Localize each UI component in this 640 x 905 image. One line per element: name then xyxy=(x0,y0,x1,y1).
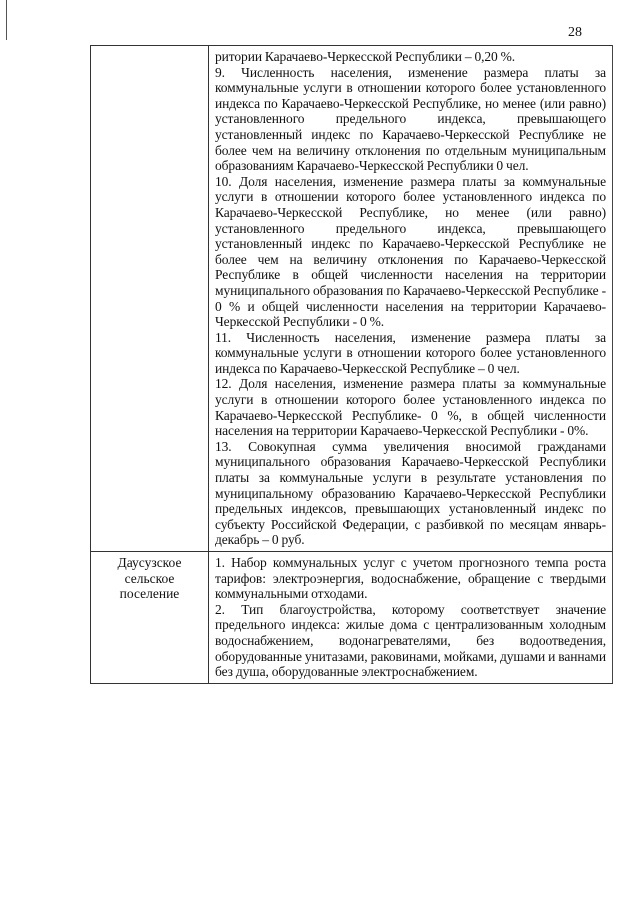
table-row-dausuzskoe xyxy=(91,552,613,684)
page-number: 28 xyxy=(568,25,582,40)
scan-edge-line xyxy=(6,0,7,40)
indicators-table xyxy=(90,45,613,684)
table-row-continuation xyxy=(91,46,613,552)
indicator-item-9: 9. Численность населения, изменение размера платы за коммунальные услуги в отношении которого более установленного индекса по Карачаево-Черкесской Республике, но менее (или равно) установленного предельного индекса, превышающего установленный индекс по Карачаево-Черкесской Республике не более чем на величину отклонения по отдельным муниципальным образованиям Карачаево-Черкесской Республики 0 чел. xyxy=(215,64,606,174)
municipality-name-line-1: Даусузское xyxy=(117,555,182,570)
indicator-item-11: 11. Численность населения, изменение размера платы за коммунальные услуги в отношении которого более установленного индекса по Карачаево-Черкесской Республике – 0 чел. xyxy=(215,329,606,376)
indicators-cell xyxy=(209,552,613,684)
indicator-continuation-text: ритории Карачаево-Черкесской Республики – 0,20 %. xyxy=(215,49,516,64)
indicators-cell xyxy=(209,46,613,552)
indicator-item-2: 2. Тип благоустройства, которому соответствует значение предельного индекса: жилые дома с централизованным холодным водоснабжением, водонагревателями, без водоотведения, оборудованные унитазами, раковинами, мойками, душами и ваннами без душа, оборудованные электроснабжением. xyxy=(215,601,606,680)
indicator-item-10: 10. Доля населения, изменение размера платы за коммунальные услуги в отношении которого более установленного индекса по Карачаево-Черкесской Республике, но менее (или равно) установленного предельного индекса, превышающего установленный индекс по Карачаево-Черкесской Республике не более чем на величину отклонения по Карачаево-Черкесской Республике в общей численности населения на территории муниципального образования по Карачаево-Черкесской Республике - 0 % и общей численности населения на территории Карачаево-Черкесской Республики - 0 %. xyxy=(215,173,606,330)
indicator-item-12: 12. Доля населения, изменение размера платы за коммунальные услуги в отношении которого более установленного индекса по Карачаево-Черкесской Республике- 0 %, в общей численности населения на территории Карачаево-Черкесской Республики - 0%. xyxy=(215,376,606,439)
municipality-name-line-2: сельское xyxy=(124,570,175,586)
municipality-cell-empty xyxy=(91,46,209,552)
indicator-item-1: 1. Набор коммунальных услуг с учетом прогнозного темпа роста тарифов: электроэнергия, водоснабжение, обращение с твердыми коммунальными отходами. xyxy=(215,555,606,602)
municipality-cell xyxy=(91,552,209,684)
municipality-name-line-3: поселение xyxy=(119,586,180,602)
municipality-name xyxy=(92,553,207,602)
indicator-item-13: 13. Совокупная сумма увеличения вносимой гражданами муниципального образования Карачаево-Черкесской Республики платы за коммунальные услуги в результате установления по муниципальному образованию Карачаево-Черкесской Республики предельных индексов, превышающих установленный индекс по субъекту Российской Федерации, с разбивкой по месяцам январь-декабрь – 0 руб. xyxy=(215,438,606,548)
